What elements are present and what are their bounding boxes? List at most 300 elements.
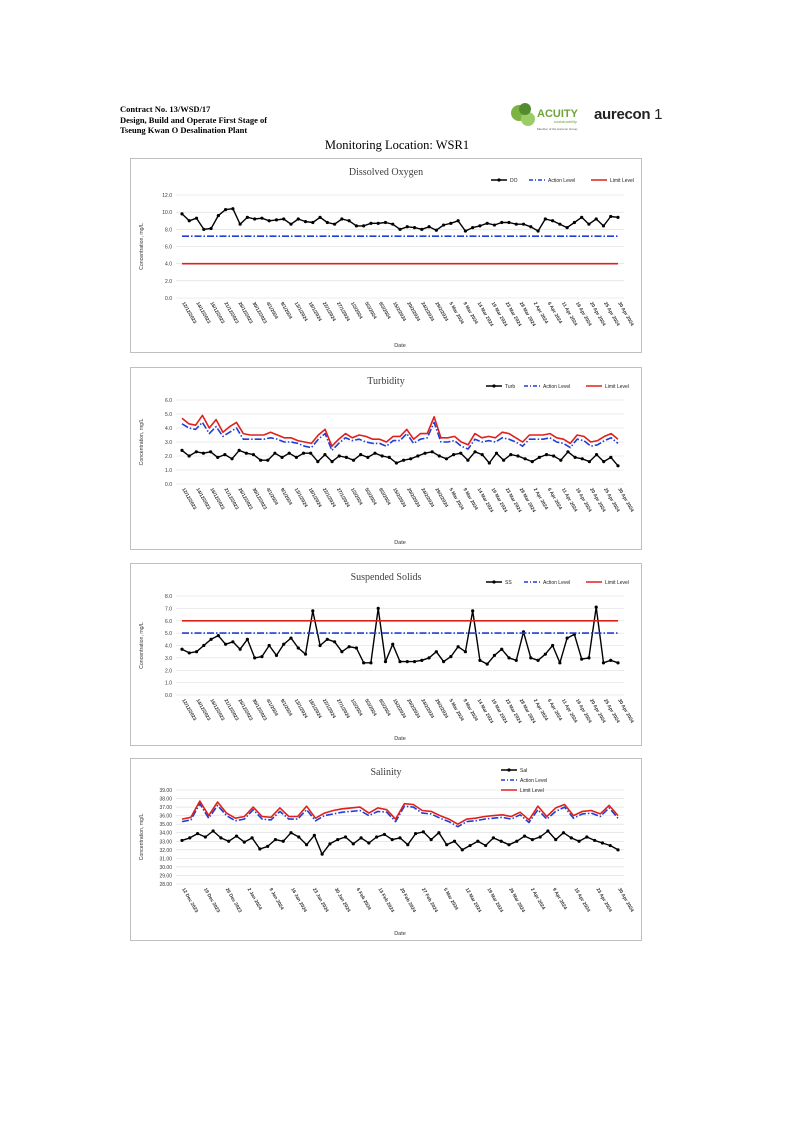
salinity-y-tick-label: 30.00 (159, 864, 172, 871)
dissolved-oxygen-x-tick-label: 24/2/2024 (419, 301, 435, 323)
turbidity-x-tick-label: 6 Apr 2024 (545, 487, 563, 511)
turbidity-series-turb-point (216, 456, 219, 459)
dissolved-oxygen-legend-label: Limit Level (610, 178, 634, 184)
suspended-solids-x-tick-label: 29/2/2024 (433, 698, 449, 720)
salinity-series-sal-point (601, 841, 604, 844)
aurecon-logo (594, 106, 662, 123)
turbidity-series-turb-point (595, 453, 598, 456)
dissolved-oxygen-series-do-point (435, 229, 438, 232)
salinity-series-sal-point (492, 836, 495, 839)
salinity-legend-label: Action Level (520, 778, 548, 784)
turbidity-series-turb-point (288, 452, 291, 455)
salinity-series-sal-point (593, 839, 596, 842)
turbidity-svg (131, 368, 641, 549)
salinity-x-tick-label: 2 Apr 2024 (529, 887, 546, 911)
salinity-y-tick-label: 37.00 (159, 805, 172, 812)
turbidity-series-turb-point (566, 450, 569, 453)
dissolved-oxygen-series-do-point (427, 225, 430, 228)
turbidity-x-tick-label: 30 Apr 2024 (616, 487, 634, 514)
suspended-solids-series-ss-point (413, 660, 416, 663)
suspended-solids-series-ss-point (362, 661, 365, 664)
suspended-solids-series-ss-point (318, 644, 321, 647)
salinity-y-tick-label: 36.00 (159, 813, 172, 820)
suspended-solids-series-ss-point (566, 636, 569, 639)
suspended-solids-y-tick-label: 6.0 (165, 618, 172, 625)
suspended-solids-y-axis-label: Concentration, mg/L (139, 622, 145, 669)
suspended-solids-y-tick-label: 1.0 (165, 680, 172, 687)
dissolved-oxygen-series-do-point (500, 221, 503, 224)
suspended-solids-x-tick-label: 12/12/2023 (180, 698, 197, 722)
suspended-solids-series-ss-point (355, 646, 358, 649)
turbidity-y-tick-label: 0.0 (165, 482, 172, 488)
salinity-series-sal-point (305, 843, 308, 846)
suspended-solids-series-ss-point (311, 609, 314, 612)
salinity-x-tick-label: 23 Apr 2024 (594, 887, 613, 914)
dissolved-oxygen-x-tick-label: 20/2/2024 (405, 301, 421, 323)
suspended-solids-x-tick-label: 16 Apr 2024 (574, 698, 592, 725)
acuity-logo-text: ACUITY (537, 108, 578, 120)
turbidity-x-tick-label: 20/2/2024 (405, 487, 421, 509)
suspended-solids-x-tick-label: 20 Apr 2024 (588, 698, 606, 725)
turbidity-series-turb-point (352, 459, 355, 462)
salinity-series-sal-point (196, 832, 199, 835)
salinity-y-tick-label: 33.00 (159, 839, 172, 846)
salinity-x-axis-label: Date (394, 931, 406, 937)
suspended-solids-x-tick-label: 16/12/2023 (208, 698, 225, 722)
suspended-solids-series-ss-point (471, 609, 474, 612)
dissolved-oxygen-x-tick-label: 16/12/2023 (208, 301, 225, 325)
turbidity-series-turb-point (438, 454, 441, 457)
salinity-x-tick-label: 9 Jan 2024 (267, 887, 284, 912)
dissolved-oxygen-legend-label: Action Level (548, 178, 576, 184)
salinity-series-sal-point (609, 844, 612, 847)
suspended-solids-series-ss-point (231, 640, 234, 643)
turbidity-x-tick-label: 30/12/2023 (250, 487, 267, 511)
suspended-solids-x-tick-label: 13/1/2024 (292, 698, 308, 720)
salinity-y-tick-label: 34.00 (159, 830, 172, 837)
dissolved-oxygen-y-tick-label: 10.0 (162, 210, 172, 217)
turbidity-series-turb-point (581, 457, 584, 460)
turbidity-x-tick-label: 18/1/2024 (306, 487, 322, 509)
turbidity-series-turb-point (345, 456, 348, 459)
salinity-x-tick-label: 16 Apr 2024 (572, 887, 591, 914)
dissolved-oxygen-series-do-point (609, 215, 612, 218)
turbidity-x-tick-label: 9 Mar 2024 (461, 487, 479, 512)
dissolved-oxygen-series-do-point (471, 226, 474, 229)
turbidity-x-tick-label: 14 Mar 2024 (475, 487, 494, 514)
suspended-solids-series-ss-point (427, 656, 430, 659)
salinity-series-sal-point (437, 831, 440, 834)
suspended-solids-series-ss-point (180, 648, 183, 651)
turbidity-x-tick-label: 5/2/2024 (363, 487, 377, 507)
suspended-solids-chart (130, 563, 642, 746)
suspended-solids-series-ss-point (544, 653, 547, 656)
suspended-solids-legend-label: Limit Level (605, 580, 629, 586)
turbidity-series-turb-point (452, 453, 455, 456)
contract-header (120, 104, 267, 136)
salinity-legend-marker (507, 768, 510, 771)
suspended-solids-legend-label: SS (505, 580, 512, 586)
dissolved-oxygen-x-tick-label: 9/2/2024 (377, 301, 391, 321)
salinity-series-sal-point (328, 842, 331, 845)
turbidity-y-tick-label: 4.0 (165, 426, 172, 432)
suspended-solids-series-ss-point (500, 648, 503, 651)
dissolved-oxygen-series-do-point (311, 221, 314, 224)
dissolved-oxygen-series-do-point (398, 228, 401, 231)
turbidity-x-tick-label: 20 Apr 2024 (588, 487, 606, 514)
suspended-solids-x-tick-label: 5 Mar 2024 (447, 698, 465, 723)
suspended-solids-x-tick-label: 27/1/2024 (334, 698, 350, 720)
acuity-logo-tagline: Member of the Aurecon Group (537, 127, 578, 131)
suspended-solids-series-ss-point (515, 659, 518, 662)
turbidity-series-turb-point (459, 452, 462, 455)
suspended-solids-series-ss-point (246, 638, 249, 641)
salinity-series-sal-point (313, 834, 316, 837)
dissolved-oxygen-x-tick-label: 9/1/2024 (278, 301, 293, 321)
suspended-solids-series-ss-point (609, 659, 612, 662)
salinity-x-tick-label: 9 Apr 2024 (550, 887, 568, 911)
suspended-solids-series-ss-point (239, 648, 242, 651)
salinity-x-tick-label: 12 Dec 2023 (180, 887, 199, 914)
salinity-series-sal-point (515, 840, 518, 843)
turbidity-x-tick-label: 5 Mar 2024 (447, 487, 465, 512)
dissolved-oxygen-series-do-point (493, 223, 496, 226)
contract-description-line2: Tseung Kwan O Desalination Plant (120, 125, 248, 135)
turbidity-series-turb-point (402, 459, 405, 462)
turbidity-series-turb-point (616, 464, 619, 467)
salinity-x-tick-label: 20 Feb 2024 (398, 887, 417, 914)
dissolved-oxygen-series-do-point (268, 219, 271, 222)
salinity-x-tick-label: 6 Feb 2024 (354, 887, 372, 912)
suspended-solids-y-tick-label: 4.0 (165, 643, 172, 650)
turbidity-x-tick-label: 28 Mar 2024 (517, 487, 536, 514)
dissolved-oxygen-series-do-point (566, 226, 569, 229)
salinity-y-tick-label: 29.00 (159, 873, 172, 880)
suspended-solids-x-tick-label: 30 Apr 2024 (616, 698, 634, 725)
turbidity-series-turb-point (388, 456, 391, 459)
dissolved-oxygen-x-tick-label: 19 Mar 2024 (489, 301, 508, 328)
dissolved-oxygen-series-do-point (457, 219, 460, 222)
dissolved-oxygen-series-do-point (391, 223, 394, 226)
salinity-x-tick-label: 2 Jan 2024 (245, 887, 263, 912)
dissolved-oxygen-series-do-point (246, 216, 249, 219)
suspended-solids-series-ss-point (398, 660, 401, 663)
salinity-x-tick-label: 13 Feb 2024 (376, 887, 395, 914)
turbidity-y-axis-label: Concentration, mg/L (139, 418, 145, 466)
suspended-solids-series-ss-point (457, 645, 460, 648)
dissolved-oxygen-series-do-point (231, 207, 234, 210)
suspended-solids-y-tick-label: 2.0 (165, 668, 172, 675)
suspended-solids-series-ss-point (486, 662, 489, 665)
turbidity-series-turb-point (252, 453, 255, 456)
salinity-series-sal-point (243, 841, 246, 844)
turbidity-x-tick-label: 27/1/2024 (334, 487, 350, 509)
suspended-solids-x-tick-label: 19 Mar 2024 (489, 698, 508, 725)
salinity-series-sal-point (562, 831, 565, 834)
turbidity-x-tick-label: 13/1/2024 (292, 487, 308, 509)
turbidity-series-turb-point (545, 453, 548, 456)
turbidity-series-turb-point (445, 457, 448, 460)
dissolved-oxygen-x-tick-label: 21/12/2023 (222, 301, 239, 325)
acuity-logo (510, 100, 590, 132)
salinity-series-sal-point (577, 840, 580, 843)
salinity-series-sal-point (336, 838, 339, 841)
salinity-series-sal-point (570, 836, 573, 839)
salinity-y-tick-label: 31.00 (159, 856, 172, 863)
turbidity-series-turb-point (230, 457, 233, 460)
dissolved-oxygen-series-do-point (304, 220, 307, 223)
turbidity-series-turb-point (552, 454, 555, 457)
dissolved-oxygen-x-tick-label: 9 Mar 2024 (461, 301, 479, 326)
salinity-series-sal-point (422, 830, 425, 833)
salinity-series-sal-point (359, 836, 362, 839)
salinity-series-sal-point (414, 832, 417, 835)
salinity-series-sal-point (235, 835, 238, 838)
turbidity-x-tick-label: 15/2/2024 (391, 487, 407, 509)
dissolved-oxygen-x-tick-label: 2 Apr 2024 (531, 301, 549, 325)
dissolved-oxygen-series-do-point (282, 217, 285, 220)
suspended-solids-series-ss-point (507, 656, 510, 659)
aurecon-logo-text: aurecon (594, 106, 651, 123)
suspended-solids-y-tick-label: 7.0 (165, 606, 172, 613)
dissolved-oxygen-series-do-point (595, 217, 598, 220)
salinity-svg (131, 759, 641, 940)
turbidity-x-tick-label: 21/12/2023 (222, 487, 239, 511)
dissolved-oxygen-series-do-point (449, 222, 452, 225)
suspended-solids-y-tick-label: 5.0 (165, 631, 172, 638)
dissolved-oxygen-x-tick-label: 27/1/2024 (334, 301, 350, 323)
turbidity-series-turb-point (531, 460, 534, 463)
salinity-x-tick-label: 30 Jan 2024 (332, 887, 351, 914)
suspended-solids-title: Suspended Solids (350, 572, 422, 583)
salinity-series-sal-point (398, 836, 401, 839)
dissolved-oxygen-x-tick-label: 23 Mar 2024 (503, 301, 522, 328)
turbidity-series-turb-point (280, 456, 283, 459)
salinity-series-sal-point (546, 829, 549, 832)
dissolved-oxygen-series-do-point (413, 226, 416, 229)
turbidity-series-turb-point (180, 449, 183, 452)
suspended-solids-x-tick-label: 9/2/2024 (377, 698, 391, 718)
dissolved-oxygen-series-do-point (362, 224, 365, 227)
turbidity-series-turb-point (295, 456, 298, 459)
salinity-series-sal-point (289, 831, 292, 834)
turbidity-series-turb-point (488, 461, 491, 464)
dissolved-oxygen-x-tick-label: 13/1/2024 (292, 301, 308, 323)
turbidity-series-turb-point (202, 452, 205, 455)
salinity-series-sal-point (484, 844, 487, 847)
turbidity-series-turb-point (259, 459, 262, 462)
turbidity-series-turb-point (381, 454, 384, 457)
turbidity-series-turb-point (238, 449, 241, 452)
salinity-series-sal-point (616, 848, 619, 851)
salinity-x-tick-label: 19 Mar 2024 (485, 887, 504, 914)
salinity-series-sal-point (430, 838, 433, 841)
turbidity-x-tick-label: 19 Mar 2024 (489, 487, 508, 514)
suspended-solids-series-ss-point (282, 643, 285, 646)
salinity-x-tick-label: 19 Dec 2023 (202, 887, 221, 914)
dissolved-oxygen-series-do-point (202, 228, 205, 231)
salinity-title: Salinity (370, 767, 402, 778)
dissolved-oxygen-series-do-point (551, 219, 554, 222)
turbidity-series-turb-point (481, 453, 484, 456)
dissolved-oxygen-series-do-point (239, 223, 242, 226)
salinity-series-sal-point (531, 838, 534, 841)
turbidity-series-turb-point (316, 460, 319, 463)
dissolved-oxygen-x-tick-label: 18/1/2024 (306, 301, 322, 323)
dissolved-oxygen-series-do-point (522, 223, 525, 226)
dissolved-oxygen-series-do-point (442, 223, 445, 226)
salinity-series-sal-point (585, 835, 588, 838)
dissolved-oxygen-legend-marker (497, 178, 500, 181)
suspended-solids-y-tick-label: 8.0 (165, 594, 172, 600)
turbidity-x-tick-label: 14/12/2023 (194, 487, 211, 511)
dissolved-oxygen-series-do-point (260, 217, 263, 220)
suspended-solids-x-tick-label: 24/2/2024 (419, 698, 435, 720)
suspended-solids-series-ss-point (478, 659, 481, 662)
dissolved-oxygen-chart (130, 158, 642, 353)
dissolved-oxygen-series-do-point (217, 214, 220, 217)
dissolved-oxygen-series-do-point (348, 219, 351, 222)
dissolved-oxygen-x-axis-label: Date (394, 343, 406, 349)
turbidity-series-turb-point (309, 452, 312, 455)
suspended-solids-series-ss-point (493, 654, 496, 657)
dissolved-oxygen-series-do-point (297, 217, 300, 220)
turbidity-series-turb-point (588, 460, 591, 463)
turbidity-legend-label: Turb (505, 384, 516, 390)
dissolved-oxygen-x-tick-label: 16 Apr 2024 (574, 301, 592, 328)
suspended-solids-series-ss-point (326, 638, 329, 641)
salinity-series-sal-point (297, 835, 300, 838)
turbidity-legend-label: Limit Level (605, 384, 629, 390)
salinity-chart (130, 758, 642, 941)
turbidity-series-turb-point (473, 450, 476, 453)
salinity-series-sal-point (180, 839, 183, 842)
dissolved-oxygen-x-tick-label: 29/2/2024 (433, 301, 449, 323)
suspended-solids-x-tick-label: 5/2/2024 (363, 698, 377, 718)
salinity-series-sal-line (182, 831, 618, 854)
turbidity-series-turb-point (502, 459, 505, 462)
dissolved-oxygen-x-tick-label: 20 Apr 2024 (588, 301, 606, 328)
salinity-series-sal-point (523, 835, 526, 838)
suspended-solids-series-ss-point (333, 640, 336, 643)
contract-number: Contract No. 13/WSD/17 (120, 104, 211, 114)
suspended-solids-series-ss-point (377, 607, 380, 610)
turbidity-series-turb-point (509, 453, 512, 456)
dissolved-oxygen-x-tick-label: 6 Apr 2024 (545, 301, 563, 325)
turbidity-series-turb-point (195, 450, 198, 453)
dissolved-oxygen-x-tick-label: 4/1/2024 (264, 301, 279, 321)
turbidity-legend-marker (492, 384, 495, 387)
suspended-solids-x-tick-label: 21/12/2023 (222, 698, 239, 722)
salinity-y-tick-label: 35.00 (159, 822, 172, 829)
dissolved-oxygen-x-tick-label: 11 Apr 2024 (560, 301, 578, 327)
dissolved-oxygen-y-tick-label: 12.0 (162, 193, 172, 199)
salinity-series-sal-point (344, 835, 347, 838)
turbidity-x-tick-label: 25 Apr 2024 (602, 487, 620, 514)
suspended-solids-x-tick-label: 14/12/2023 (194, 698, 211, 722)
turbidity-x-axis-label: Date (394, 540, 406, 546)
turbidity-series-turb-point (602, 460, 605, 463)
suspended-solids-x-tick-label: 26/12/2023 (236, 698, 253, 722)
dissolved-oxygen-series-do-point (478, 224, 481, 227)
turbidity-x-tick-label: 29/2/2024 (433, 487, 449, 509)
dissolved-oxygen-series-do-point (289, 223, 292, 226)
suspended-solids-x-tick-label: 11 Apr 2024 (560, 698, 578, 724)
salinity-series-sal-point (406, 843, 409, 846)
suspended-solids-x-tick-label: 23 Mar 2024 (503, 698, 522, 725)
salinity-series-sal-point (539, 835, 542, 838)
turbidity-x-tick-label: 1/2/2024 (349, 487, 363, 507)
dissolved-oxygen-x-tick-label: 5 Mar 2024 (447, 301, 465, 326)
turbidity-series-turb-point (559, 459, 562, 462)
dissolved-oxygen-series-do-point (188, 219, 191, 222)
suspended-solids-y-tick-label: 0.0 (165, 693, 172, 699)
turbidity-x-tick-label: 22/1/2024 (320, 487, 336, 509)
salinity-series-sal-point (219, 836, 222, 839)
dissolved-oxygen-series-do-point (326, 221, 329, 224)
turbidity-series-turb-point (266, 459, 269, 462)
dissolved-oxygen-x-tick-label: 30/12/2023 (250, 301, 267, 325)
suspended-solids-series-ss-point (420, 659, 423, 662)
suspended-solids-series-ss-line (182, 607, 618, 664)
salinity-series-sal-point (453, 840, 456, 843)
suspended-solids-series-ss-point (449, 655, 452, 658)
dissolved-oxygen-x-tick-label: 25 Apr 2024 (602, 301, 620, 328)
suspended-solids-series-ss-point (435, 650, 438, 653)
dissolved-oxygen-title: Dissolved Oxygen (348, 167, 424, 178)
dissolved-oxygen-y-axis-label: Concentration, mg/L (139, 223, 145, 270)
dissolved-oxygen-series-do-point (515, 223, 518, 226)
suspended-solids-series-ss-point (195, 650, 198, 653)
salinity-legend-label: Limit Level (520, 788, 544, 794)
turbidity-series-turb-point (373, 452, 376, 455)
dissolved-oxygen-legend-label: DO (510, 178, 518, 184)
salinity-series-sal-point (383, 833, 386, 836)
aurecon-mark-icon: 1 (654, 106, 663, 123)
salinity-series-sal-point (227, 840, 230, 843)
dissolved-oxygen-series-do-point (180, 212, 183, 215)
turbidity-series-turb-point (223, 453, 226, 456)
suspended-solids-x-axis-label: Date (394, 736, 406, 742)
salinity-series-sal-point (250, 836, 253, 839)
monitoring-location-title: Monitoring Location: WSR1 (324, 138, 470, 152)
suspended-solids-x-tick-label: 22/1/2024 (320, 698, 336, 720)
suspended-solids-y-tick-label: 3.0 (165, 655, 172, 662)
turbidity-series-turb-point (273, 452, 276, 455)
suspended-solids-series-ss-point (348, 645, 351, 648)
salinity-x-tick-label: 27 Feb 2024 (420, 887, 438, 914)
turbidity-series-turb-point (395, 461, 398, 464)
dissolved-oxygen-y-tick-label: 8.0 (165, 227, 172, 234)
turbidity-y-tick-label: 2.0 (165, 454, 172, 460)
suspended-solids-series-ss-point (558, 661, 561, 664)
dissolved-oxygen-y-tick-label: 4.0 (165, 261, 172, 268)
salinity-x-tick-label: 16 Jan 2024 (289, 887, 308, 914)
salinity-series-sal-point (391, 838, 394, 841)
dissolved-oxygen-series-do-point (275, 218, 278, 221)
dissolved-oxygen-series-do-point (333, 223, 336, 226)
suspended-solids-series-ss-point (297, 646, 300, 649)
turbidity-series-turb-point (366, 456, 369, 459)
suspended-solids-series-ss-point (209, 638, 212, 641)
salinity-series-sal-point (274, 838, 277, 841)
dissolved-oxygen-series-do-point (507, 221, 510, 224)
suspended-solids-series-ss-point (340, 650, 343, 653)
dissolved-oxygen-x-tick-label: 12/12/2023 (180, 301, 197, 325)
dissolved-oxygen-series-do-point (464, 229, 467, 232)
turbidity-series-turb-point (302, 452, 305, 455)
turbidity-series-turb-point (431, 450, 434, 453)
